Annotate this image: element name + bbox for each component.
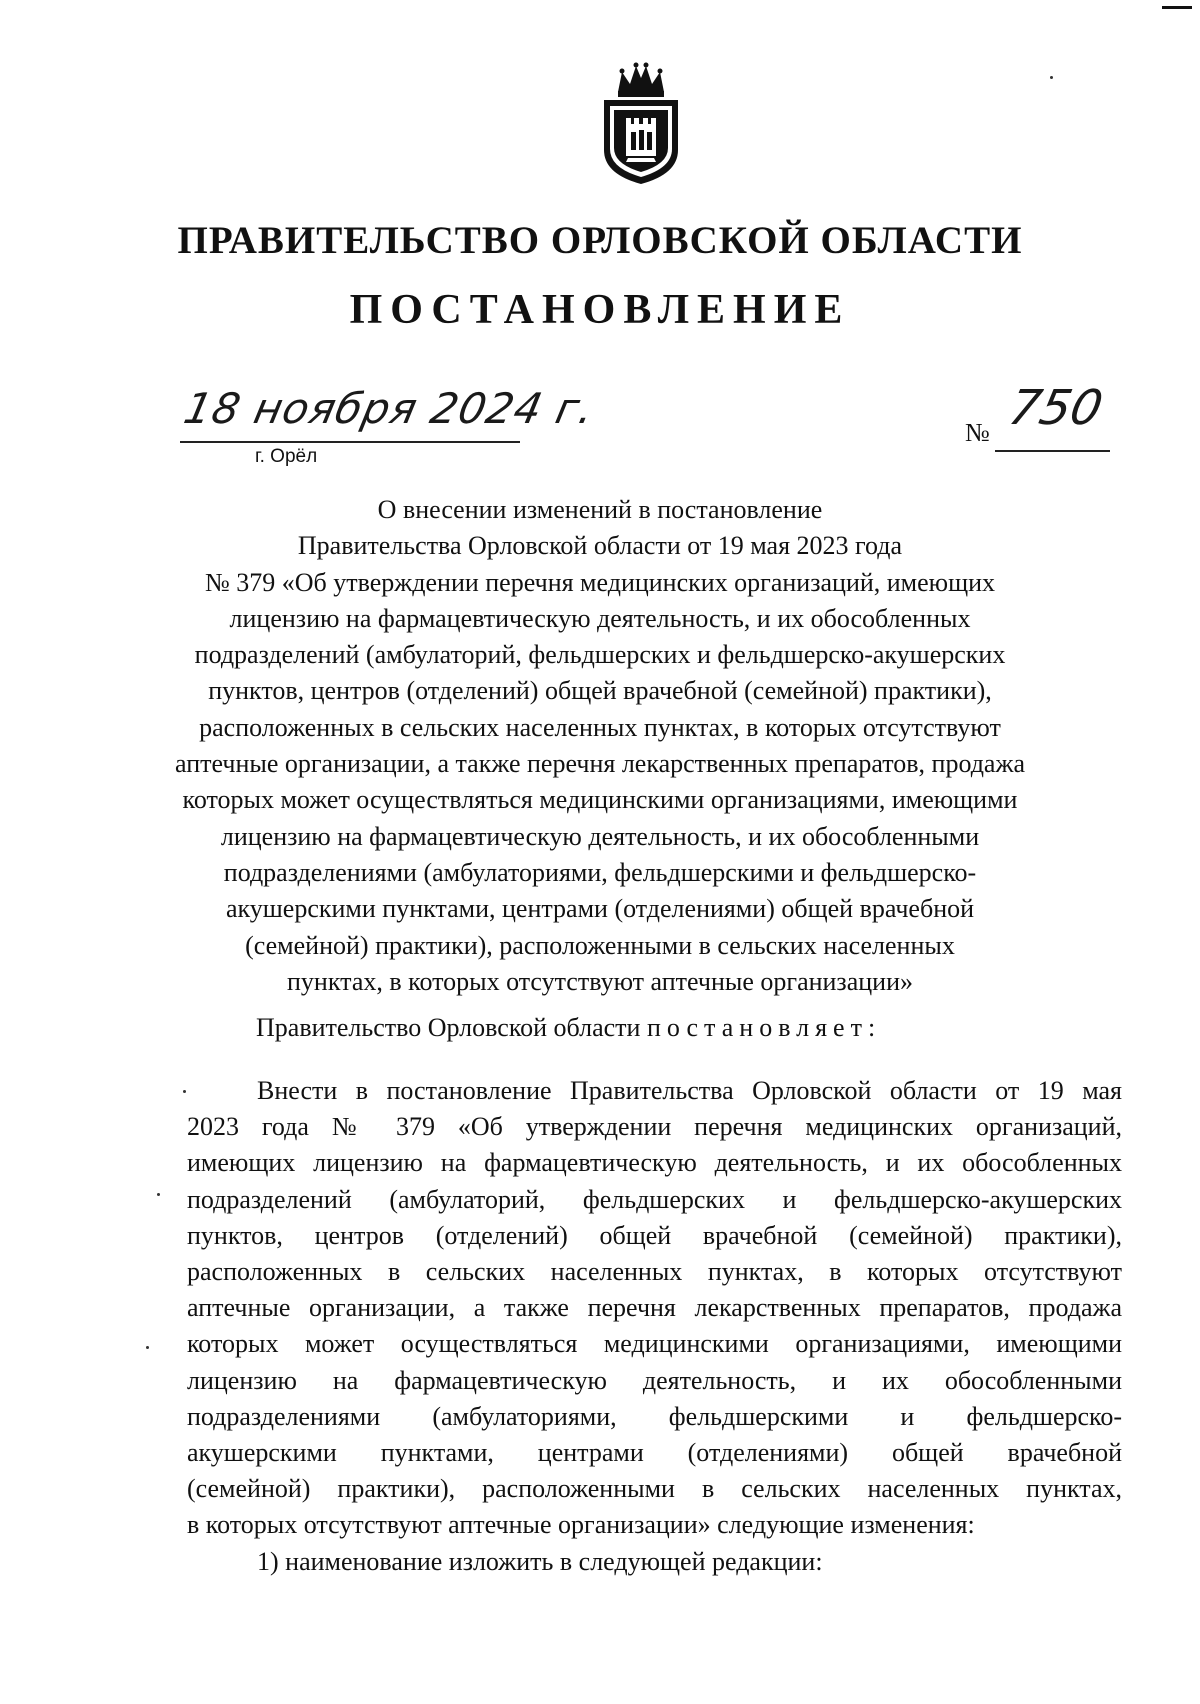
heading-line: лицензию на фармацевтическую деятельность, и их обособленных: [229, 603, 971, 633]
preamble: [256, 1013, 881, 1043]
body-line: Внести в постановление Правительства Орловской области от 19 мая: [257, 1076, 1122, 1105]
heading-line: Правительства Орловской области от 19 мая 2023 года: [297, 531, 903, 561]
body-line: аптечные организации, а также перечня лекарственных препаратов, продажа: [187, 1293, 1122, 1323]
number-underline: [995, 450, 1110, 452]
heading-line: подразделений (амбулаторий, фельдшерских и фельдшерско-акушерских: [194, 640, 1006, 670]
heading-line: акушерскими пунктами, центрами (отделениями) общей врачебной: [225, 894, 975, 924]
list-item: 1) наименование изложить в следующей редакции:: [257, 1546, 823, 1576]
heading-line: пунктов, центров (отделений) общей врачебной (семейной) практики),: [208, 676, 992, 706]
body-line: лицензию на фармацевтическую деятельность, и их обособленными: [187, 1365, 1122, 1395]
heading-line: О внесении изменений в постановление: [377, 495, 823, 524]
body-paragraph: [187, 1073, 1122, 1580]
coat-of-arms-emblem: [596, 62, 686, 186]
body-line: которых может осуществляться медицинскими организациями, имеющими: [187, 1329, 1122, 1359]
city-label: г. Орёл: [255, 446, 318, 467]
date-underline: [180, 441, 520, 443]
body-line: расположенных в сельских населенных пунктах, в которых отсутствуют: [187, 1257, 1122, 1287]
heading-line: подразделениями (амбулаториями, фельдшерскими и фельдшерско-: [223, 857, 977, 887]
scan-speck: [183, 1090, 186, 1093]
heading-line: пунктах, в которых отсутствуют аптечные организации»: [287, 966, 913, 996]
heading-line: лицензию на фармацевтическую деятельность, и их обособленными: [220, 821, 980, 851]
body-line: подразделений (амбулаторий, фельдшерских и фельдшерско-акушерских: [187, 1184, 1122, 1214]
organization-title: ПРАВИТЕЛЬСТВО ОРЛОВСКОЙ ОБЛАСТИ: [177, 219, 1023, 262]
scan-corner-mark: [1162, 6, 1192, 9]
handwritten-date: 18 ноября 2024 г.: [179, 384, 600, 433]
scan-speck: [157, 1193, 160, 1196]
scan-speck: [1050, 76, 1053, 79]
preamble-verb: постановляет:: [646, 1013, 882, 1042]
body-line: 2023 года № 379 «Об утверждении перечня медицинских организаций,: [187, 1112, 1122, 1142]
heading-line: расположенных в сельских населенных пунктах, в которых отсутствуют: [199, 712, 1001, 742]
heading-line: (семейной) практики), расположенными в сельских населенных: [245, 930, 955, 960]
body-line: имеющих лицензию на фармацевтическую деятельность, и их обособленных: [187, 1148, 1122, 1178]
handwritten-number: 750: [1004, 380, 1108, 436]
body-line: в которых отсутствуют аптечные организации» следующие изменения:: [187, 1510, 975, 1540]
document-type-title: ПОСТАНОВЛЕНИЕ: [349, 287, 851, 333]
body-line: пунктов, центров (отделений) общей врачебной (семейной) практики),: [187, 1220, 1122, 1250]
heading-line: которых может осуществляться медицинскими организациями, имеющими: [182, 785, 1018, 815]
preamble-text: Правительство Орловской области: [256, 1013, 641, 1042]
scan-speck: [146, 1346, 149, 1349]
body-line: (семейной) практики), расположенными в сельских населенных пунктах,: [187, 1474, 1122, 1504]
heading-line: аптечные организации, а также перечня лекарственных препаратов, продажа: [175, 749, 1025, 779]
body-line: акушерскими пунктами, центрами (отделениями) общей врачебной: [187, 1438, 1122, 1468]
heading-line: № 379 «Об утверждении перечня медицинских организаций, имеющих: [204, 567, 996, 597]
document-heading: [160, 492, 1040, 1000]
number-label: №: [965, 418, 990, 447]
body-line: подразделениями (амбулаториями, фельдшерскими и фельдшерско-: [187, 1401, 1122, 1431]
